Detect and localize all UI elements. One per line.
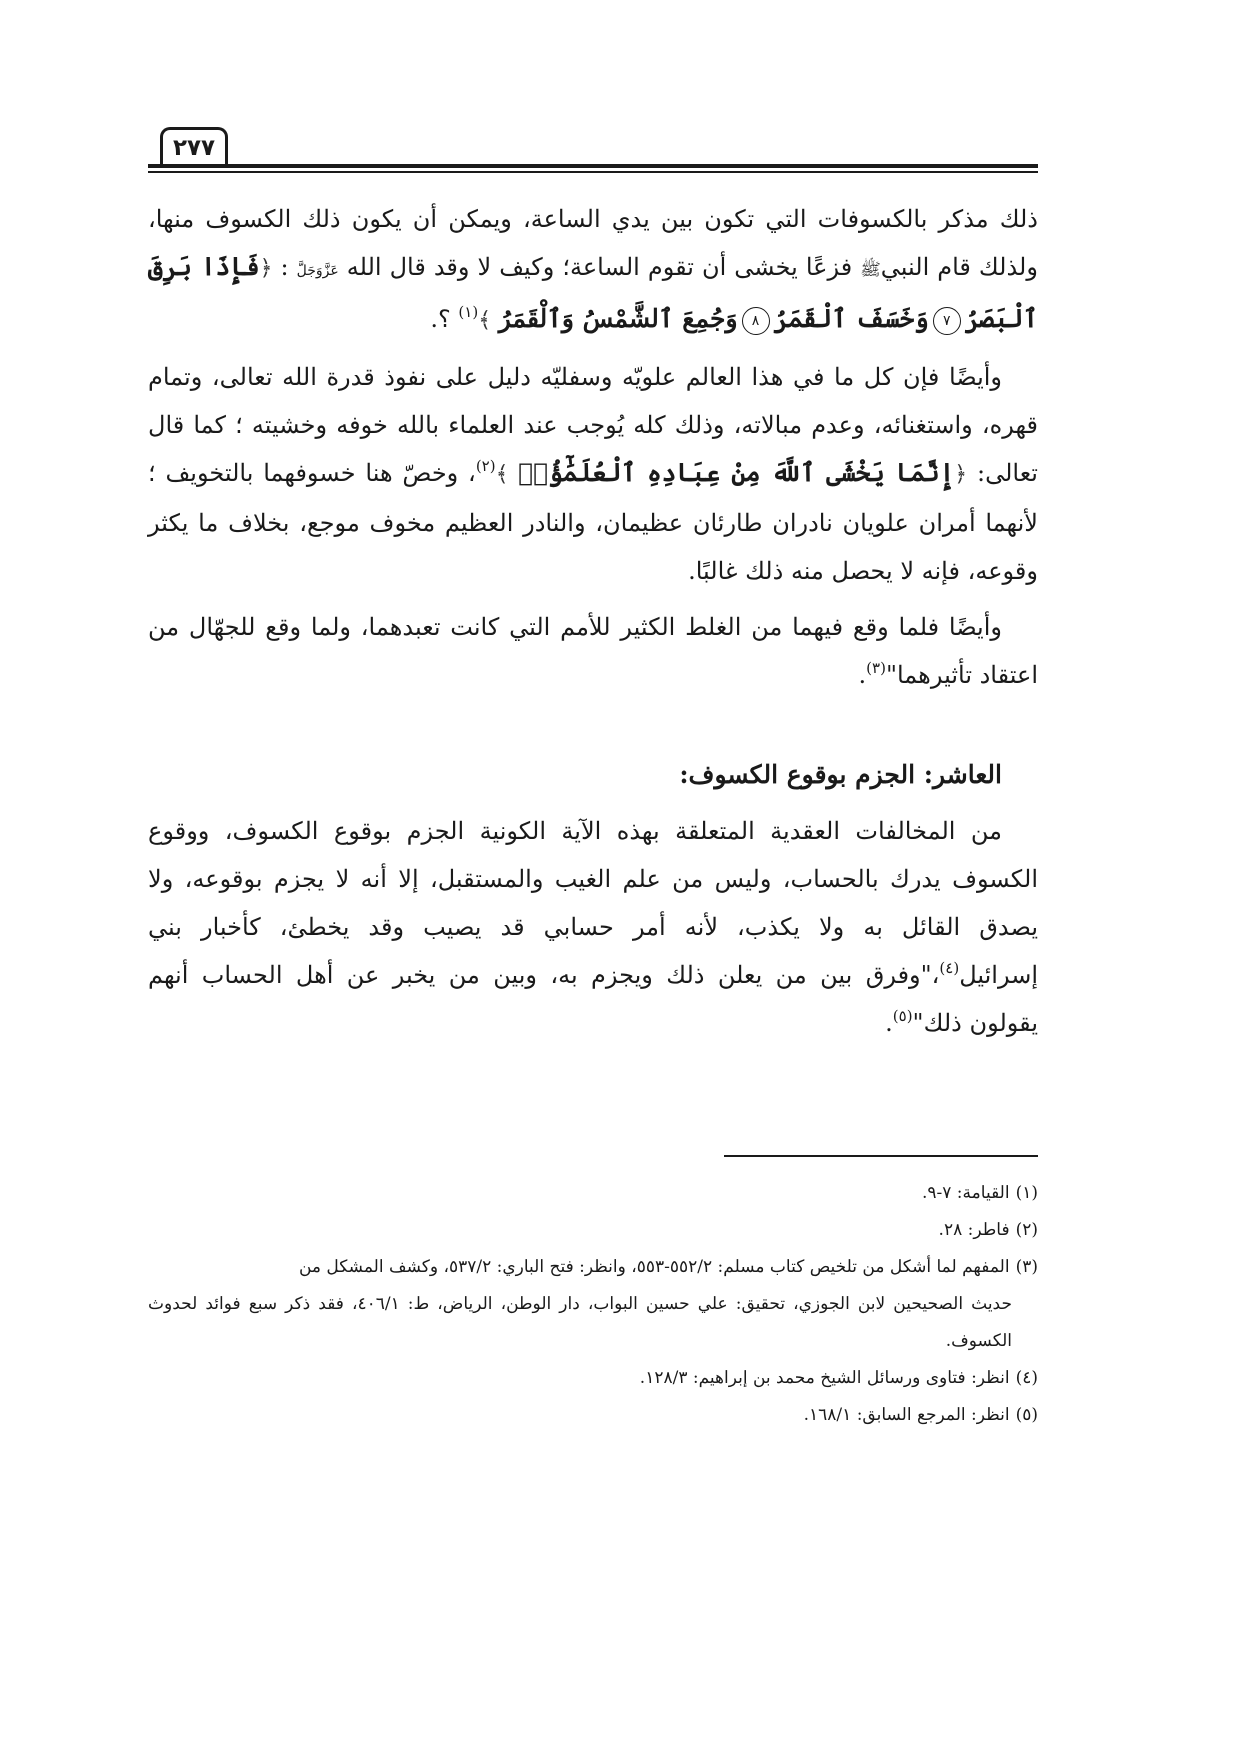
footnote-text: انظر: فتاوى ورسائل الشيخ محمد بن إبراهيم: ١٢٨/٣. [639,1368,1010,1388]
footnote-ref-1[interactable]: (١) [458,303,479,321]
text-run: . [858,661,867,689]
footnote-text: القيامة: ٧-٩. [921,1183,1010,1203]
honorific-symbol: عَزَّوَجَلَّ [296,263,339,279]
text-run: وأيضًا فإن كل ما في هذا العالم علويّه وسفليّه دليل على نفوذ قدرة الله تعالى، وتمام قهره، واستغنائه، وعدم مبالاته، وذلك كله يُوجب عند العلماء بالله خوفه وخشيته ؛ كما قال تعالى: [148,363,1038,487]
quran-verse: وَخَسَفَ ٱلْقَمَرُ [773,304,929,333]
footnote-marker: (١) [1015,1183,1038,1203]
footnote-text: فاطر: ٢٨. [938,1220,1010,1240]
text-run: ، وخصّ هنا خسوفهما بالتخويف ؛ لأنهما أمران علويان نادران طارئان عظيمان، والنادر العظيم مخوف موجع، بخلاف ما يكثر وقوعه، فإنه لا يحصل منه ذلك غالبًا. [148,459,1038,585]
footnote-marker: (٢) [1015,1220,1038,1240]
footnote-ref-2[interactable]: (٢) [475,457,496,475]
header-rule-thin [148,171,1038,173]
text-run: من المخالفات العقدية المتعلقة بهذه الآية الكونية الجزم بوقوع الكسوف، ووقوع الكسوف يدرك بالحساب، وليس من علم الغيب والمستقبل، إلا أنه لا يجزم بوقوعه، ولا يصدق القائل به ولا يكذب، لأنه أمر حسابي قد يصيب وقد يخطئ، كأخبار بني إسرائيل [148,817,1038,989]
paragraph-4 [148,807,1038,1047]
text-run: . [885,1009,893,1037]
footnote-divider [724,1155,1038,1157]
text-run: وأيضًا فلما وقع فيهما من الغلط الكثير للأمم التي كانت تعبدهما، ولما وقع للجهّال من اعتقاد تأثيرهما" [148,613,1038,689]
text-run: ذلك مذكر بالكسوفات التي تكون بين يدي الساعة، ويمكن أن يكون ذلك الكسوف منها، ولذلك قام النبي [148,205,1038,281]
header-rule-thick [148,164,1038,168]
page-header [148,124,1038,174]
main-text [148,195,1038,1047]
footnote-5 [148,1397,1038,1434]
text-run: ؟. [430,305,451,333]
footnote-text: المفهم لما أشكل من تلخيص كتاب مسلم: ٥٥٢/٢-٥٥٣، وانظر: فتح الباري: ٥٣٧/٢، وكشف المشكل من [298,1257,1010,1277]
footnote-2 [148,1212,1038,1249]
quran-bracket-open: ﴿ [954,462,968,487]
footnote-4 [148,1360,1038,1397]
paragraph-2 [148,353,1038,595]
footnote-1 [148,1175,1038,1212]
quran-verse: وَجُمِعَ ٱلشَّمْسُ وَٱلْقَمَرُ [498,304,738,333]
footnote-ref-5[interactable]: (٥) [892,1007,913,1025]
quran-verse: إِنَّمَا يَخْشَى ٱللَّهَ مِنْ عِبَادِهِ ٱلْعُلَمَٰٓؤُا۟ [518,458,955,487]
footnote-3-continuation: حديث الصحيحين لابن الجوزي، تحقيق: علي حسين البواب، دار الوطن، الرياض، ط: ٤٠٦/١، فقد ذكر سبع فوائد لحدوث الكسوف. [148,1294,1012,1351]
quran-bracket-close: ﴾ [478,308,492,333]
footnote-marker: (٥) [1015,1405,1038,1425]
text-run: : [280,253,289,281]
paragraph-1 [148,195,1038,345]
quran-bracket-close: ﴾ [495,462,509,487]
page-number: ٢٧٧ [160,127,228,165]
text-run: ،"وفرق بين من يعلن ذلك ويجزم به، وبين من يخبر عن أهل الحساب أنهم يقولون ذلك" [148,961,1038,1037]
footnotes [148,1175,1038,1434]
text-run: فزعًا يخشى أن تقوم الساعة؛ وكيف لا وقد قال الله [346,253,853,281]
footnote-marker: (٣) [1015,1257,1038,1277]
section-heading: العاشر: الجزم بوقوع الكسوف: [679,760,1002,789]
salawat-symbol: ﷺ [860,260,881,280]
footnote-ref-3[interactable]: (٣) [866,659,886,677]
footnote-text: انظر: المرجع السابق: ١٦٨/١. [803,1405,1010,1425]
ayah-number-marker: ٧ [933,307,961,335]
paragraph-3 [148,603,1038,699]
footnote-ref-4[interactable]: (٤) [939,959,960,977]
ayah-number-marker: ٨ [742,307,770,335]
quran-bracket-open: ﴿ [259,256,273,281]
footnote-3 [148,1249,1038,1286]
footnote-marker: (٤) [1015,1368,1038,1388]
quran-verse: فَإِذَا بَرِقَ ٱلْبَصَرُ [148,252,1038,333]
